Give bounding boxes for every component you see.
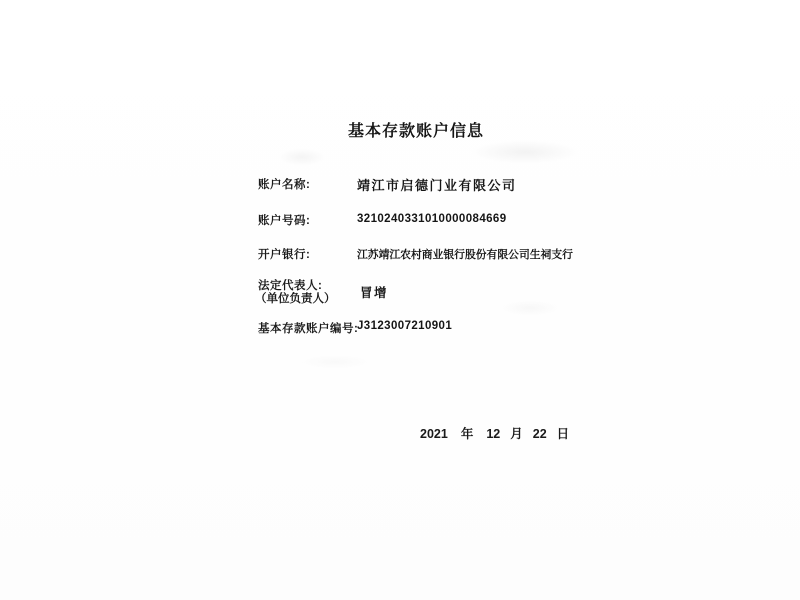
date-month-unit: 月	[510, 427, 523, 441]
account-name-label: 账户名称:	[258, 179, 311, 191]
basic-account-no-label: 基本存款账户编号:	[258, 323, 359, 335]
account-number-value: 3210240331010000084669	[357, 213, 507, 225]
date-day: 22	[532, 427, 547, 441]
opening-bank-value: 江苏靖江农村商业银行股份有限公司生祠支行	[357, 249, 573, 261]
date-day-unit: 日	[556, 427, 570, 441]
scan-artifact	[500, 300, 560, 316]
account-number-label: 账户号码:	[258, 215, 311, 227]
date-month: 12	[486, 427, 501, 441]
scan-artifact	[278, 148, 326, 166]
scan-artifact	[300, 355, 370, 369]
date-year: 2021	[420, 427, 448, 441]
document-date	[420, 424, 569, 442]
scan-artifact	[470, 140, 580, 164]
basic-account-no-value: J3123007210901	[357, 320, 453, 332]
date-year-unit: 年	[460, 427, 474, 441]
account-name-value: 靖江市启德门业有限公司	[357, 178, 517, 193]
legal-representative-label: 法定代表人:	[258, 280, 323, 292]
opening-bank-label: 开户银行:	[258, 249, 311, 261]
legal-representative-value: 冒增	[360, 286, 389, 300]
unit-head-sublabel: （单位负责人）	[255, 293, 336, 305]
document-title: 基本存款账户信息	[348, 123, 485, 140]
